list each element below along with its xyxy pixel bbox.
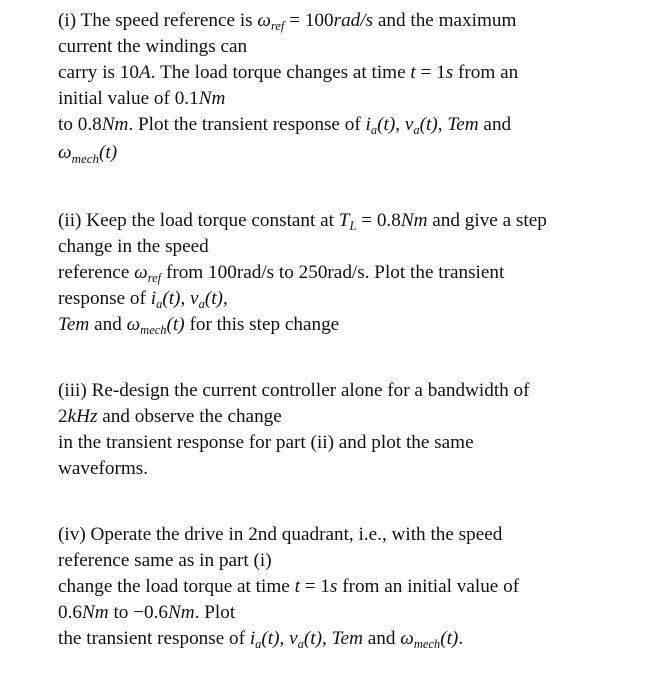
part-iii-line-4 xyxy=(58,456,648,482)
mech-subscript: mech xyxy=(413,637,441,651)
time-arg: (t) xyxy=(162,288,181,309)
text: to 0.8 xyxy=(58,114,102,135)
va-symbol: v xyxy=(404,114,414,135)
text: and give a step xyxy=(427,210,547,231)
value: = 100 xyxy=(284,10,334,31)
period: . xyxy=(458,628,464,649)
text: from 100rad/s to 250rad/s. Plot the transient xyxy=(161,262,505,283)
text: and xyxy=(478,114,512,135)
mech-subscript: mech xyxy=(71,151,99,166)
comma: , xyxy=(437,114,448,135)
mech-subscript: mech xyxy=(140,323,167,337)
text: and xyxy=(89,314,122,335)
text: for this step change xyxy=(184,314,340,335)
part-ii-line-4 xyxy=(58,286,648,312)
value: = 1 xyxy=(415,62,446,83)
part-iii-line-2 xyxy=(58,404,648,430)
part-i-line-4 xyxy=(58,86,648,112)
part-i-line-6 xyxy=(58,138,648,168)
time-arg: (t) xyxy=(204,288,223,309)
time-arg: (t) xyxy=(99,142,118,163)
comma: , xyxy=(395,114,405,135)
time-arg: (t) xyxy=(377,114,396,135)
ref-subscript: ref xyxy=(147,271,162,285)
text: reference same as in part (i) xyxy=(58,550,272,571)
spacer xyxy=(58,482,648,522)
value: = 0.8 xyxy=(356,210,401,231)
text: and observe the change xyxy=(97,406,282,427)
text: (iv) Operate the drive in 2nd quadrant, i.e., with the speed xyxy=(58,524,503,545)
text: reference xyxy=(58,262,135,283)
part-i-line-2 xyxy=(58,34,648,60)
unit: rad/s xyxy=(333,10,374,31)
comma: , xyxy=(180,288,191,309)
text: and the maximum xyxy=(373,10,517,31)
part-ii-line-5 xyxy=(58,312,648,338)
text: (i) The speed reference is xyxy=(58,10,258,31)
text: and xyxy=(362,628,396,649)
part-iv-line-2 xyxy=(58,548,648,574)
time-arg: (t) xyxy=(419,114,438,135)
text: carry is 10 xyxy=(58,62,139,83)
omega-symbol: ω xyxy=(126,314,141,335)
t-symbol: t xyxy=(294,576,300,597)
unit: A xyxy=(139,62,151,83)
part-iv-line-4 xyxy=(58,600,648,626)
part-iv-line-1 xyxy=(58,522,648,548)
part-i-line-1 xyxy=(58,8,648,34)
ia-symbol: i xyxy=(249,628,256,649)
a-subscript: a xyxy=(297,637,304,651)
text: (iii) Re-design the current controller alone for a bandwidth of xyxy=(58,380,530,401)
time-arg: (t) xyxy=(303,628,323,649)
time-arg: (t) xyxy=(440,628,459,649)
time-arg: (t) xyxy=(166,314,185,335)
problem-text xyxy=(58,8,648,652)
part-ii-line-1 xyxy=(58,208,648,234)
t-symbol: t xyxy=(410,62,416,83)
unit: Nm xyxy=(198,88,226,109)
part-i-line-5 xyxy=(58,112,648,138)
omega-symbol: ω xyxy=(134,262,148,283)
text: change the load torque at time xyxy=(58,576,295,597)
unit: kHz xyxy=(67,406,98,427)
ia-symbol: i xyxy=(365,114,371,135)
text: current the windings can xyxy=(58,36,248,57)
t-symbol: T xyxy=(338,210,350,231)
text: from an xyxy=(453,62,519,83)
unit: Nm xyxy=(81,602,109,623)
spacer xyxy=(58,168,648,208)
va-symbol: v xyxy=(190,288,199,309)
tem-symbol: Tem xyxy=(447,114,479,135)
comma: , xyxy=(279,628,290,649)
tem-symbol: Tem xyxy=(58,314,90,335)
text: initial value of 0.1 xyxy=(58,88,199,109)
part-iii-line-3 xyxy=(58,430,648,456)
part-iii-line-1 xyxy=(58,378,648,404)
part-i-line-3 xyxy=(58,60,648,86)
a-subscript: a xyxy=(370,123,378,137)
text: response of xyxy=(58,288,151,309)
tem-symbol: Tem xyxy=(331,628,363,649)
a-subscript: a xyxy=(156,297,163,311)
comma: , xyxy=(322,628,332,649)
l-subscript: L xyxy=(349,219,357,233)
text: . Plot xyxy=(194,602,236,623)
unit: Nm xyxy=(167,602,195,623)
text: . Plot the transient response of xyxy=(128,114,366,135)
part-iv-line-3 xyxy=(58,574,648,600)
a-subscript: a xyxy=(255,637,262,651)
spacer xyxy=(58,338,648,378)
ia-symbol: i xyxy=(150,288,157,309)
time-arg: (t) xyxy=(261,628,280,649)
a-subscript: a xyxy=(413,123,420,137)
text: change in the speed xyxy=(58,236,209,257)
part-ii-line-2 xyxy=(58,234,648,260)
text: . The load torque changes at time xyxy=(150,62,411,83)
unit: Nm xyxy=(400,210,428,231)
a-subscript: a xyxy=(198,297,205,311)
value: to −0.6 xyxy=(108,602,168,623)
text: (ii) Keep the load torque constant at xyxy=(58,210,339,231)
unit: Nm xyxy=(101,114,129,135)
value: 0.6 xyxy=(58,602,82,623)
comma: , xyxy=(222,288,228,309)
text: in the transient response for part (ii) and plot the same xyxy=(58,432,474,453)
unit: s xyxy=(329,576,338,597)
va-symbol: v xyxy=(289,628,298,649)
value: 2 xyxy=(58,406,68,427)
unit: s xyxy=(445,62,454,83)
part-iv-line-5 xyxy=(58,626,648,652)
text: from an initial value of xyxy=(337,576,520,597)
part-ii-line-3 xyxy=(58,260,648,286)
text: the transient response of xyxy=(58,628,250,649)
omega-symbol: ω xyxy=(257,10,271,31)
ref-subscript: ref xyxy=(270,19,285,33)
text: waveforms. xyxy=(58,458,149,479)
omega-symbol: ω xyxy=(58,142,72,163)
omega-symbol: ω xyxy=(400,628,414,649)
value: = 1 xyxy=(299,576,330,597)
